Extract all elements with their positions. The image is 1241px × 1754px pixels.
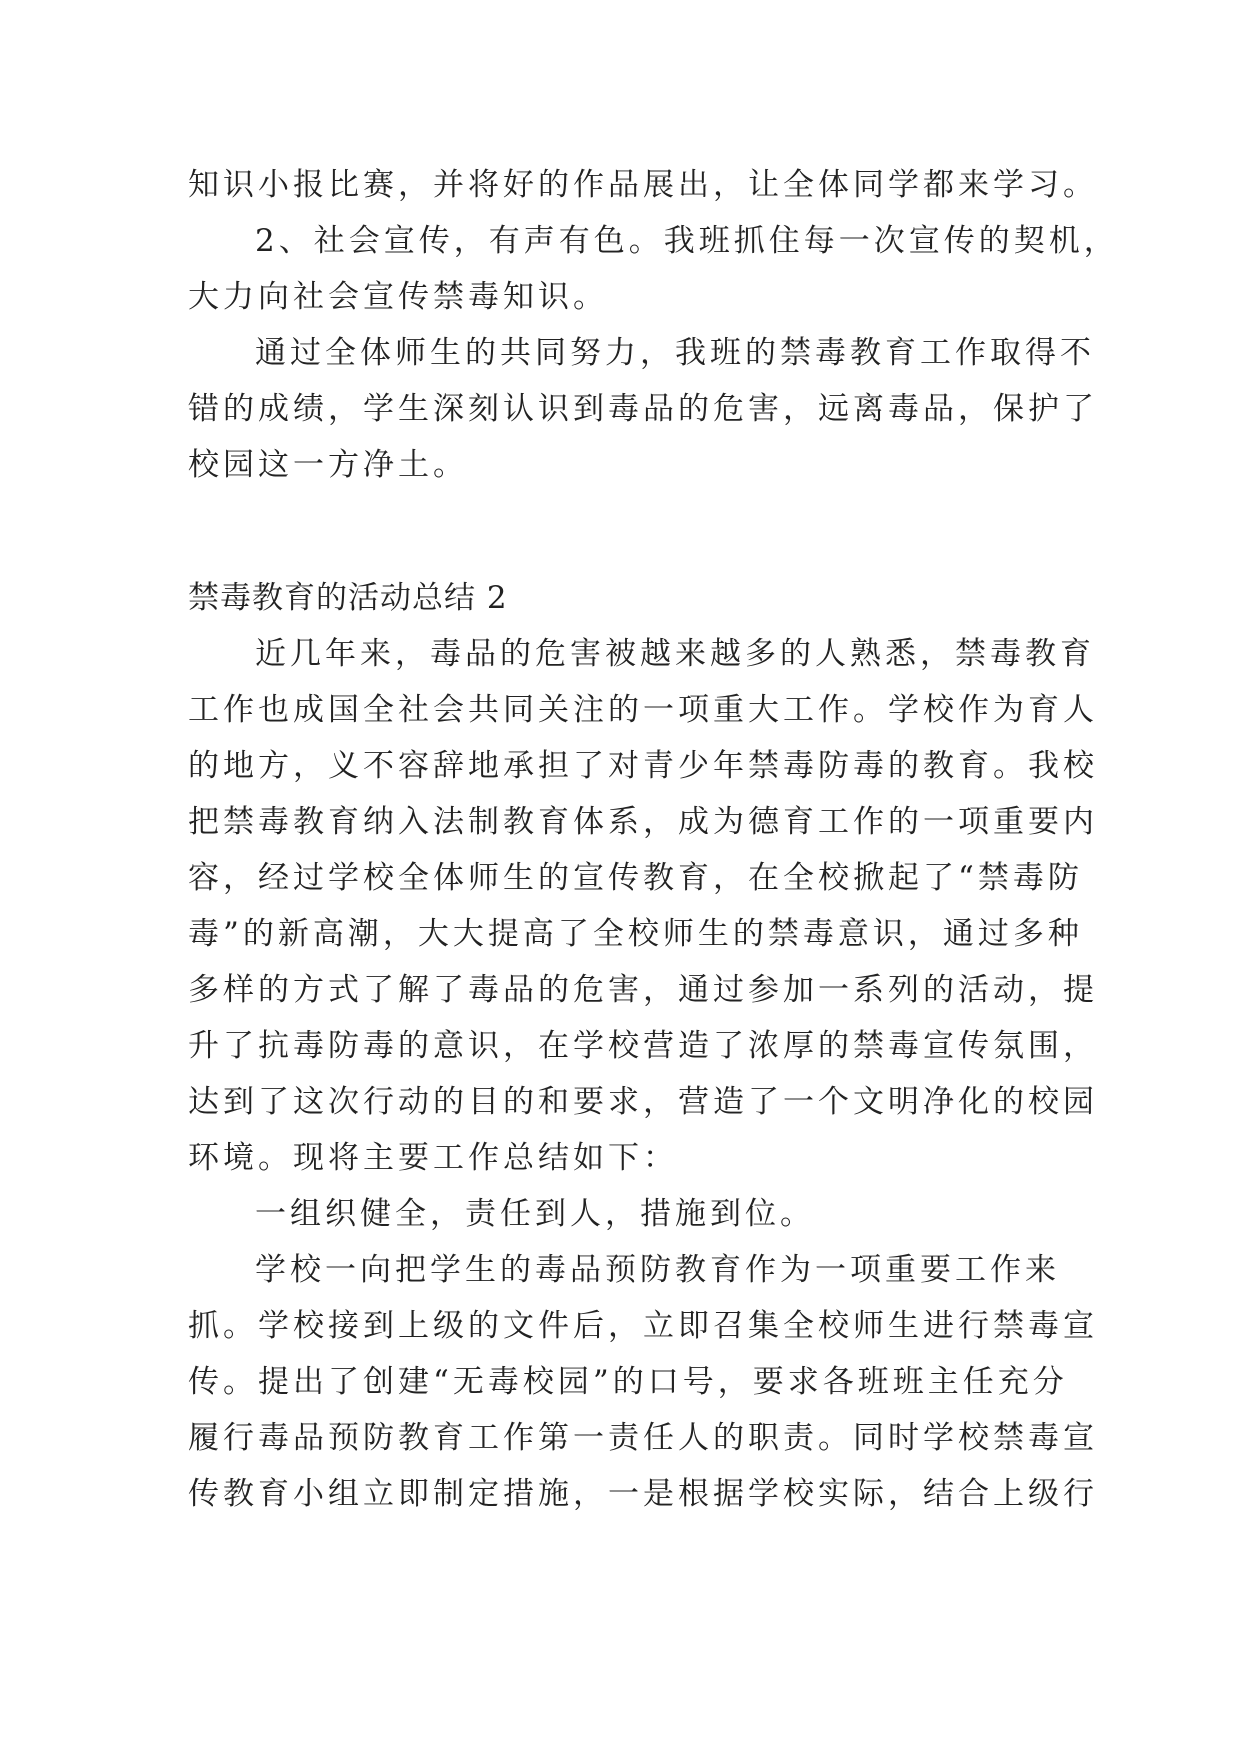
paragraph-line: 错的成绩，学生深刻认识到毒品的危害，远离毒品，保护了: [188, 391, 1098, 427]
paragraph-line: 抓。学校接到上级的文件后，立即召集全校师生进行禁毒宣: [188, 1308, 1098, 1344]
paragraph-line: 把禁毒教育纳入法制教育体系，成为德育工作的一项重要内: [188, 804, 1098, 840]
paragraph-line: 校园这一方净土。: [188, 447, 468, 483]
section-heading: 禁毒教育的活动总结 2: [188, 580, 508, 616]
paragraph-line: 一组织健全，责任到人，措施到位。: [255, 1196, 815, 1232]
paragraph-line: 毒”的新高潮，大大提高了全校师生的禁毒意识，通过多种: [188, 916, 1083, 952]
paragraph-line: 通过全体师生的共同努力，我班的禁毒教育工作取得不: [255, 335, 1095, 371]
paragraph-line: 2、社会宣传，有声有色。我班抓住每一次宣传的契机，: [255, 223, 1119, 259]
document-body: [188, 157, 1119, 1522]
paragraph-line: 达到了这次行动的目的和要求，营造了一个文明净化的校园: [188, 1084, 1098, 1120]
paragraph-line: 近几年来，毒品的危害被越来越多的人熟悉，禁毒教育: [255, 636, 1095, 672]
paragraph-line: 升了抗毒防毒的意识，在学校营造了浓厚的禁毒宣传氛围，: [188, 1028, 1098, 1064]
paragraph-line: 环境。现将主要工作总结如下：: [188, 1140, 678, 1176]
paragraph-line: 履行毒品预防教育工作第一责任人的职责。同时学校禁毒宣: [188, 1420, 1098, 1456]
paragraph-line: 多样的方式了解了毒品的危害，通过参加一系列的活动，提: [188, 972, 1098, 1008]
paragraph-line: 大力向社会宣传禁毒知识。: [188, 279, 608, 315]
paragraph-line: 传教育小组立即制定措施，一是根据学校实际，结合上级行: [188, 1476, 1098, 1512]
paragraph-line: 学校一向把学生的毒品预防教育作为一项重要工作来: [255, 1252, 1060, 1288]
paragraph-line: 容，经过学校全体师生的宣传教育，在全校掀起了“禁毒防: [188, 860, 1083, 896]
paragraph-line: 传。提出了创建“无毒校园”的口号，要求各班班主任充分: [188, 1364, 1068, 1400]
paragraph-line: 的地方，义不容辞地承担了对青少年禁毒防毒的教育。我校: [188, 748, 1098, 784]
paragraph-line: 知识小报比赛，并将好的作品展出，让全体同学都来学习。: [188, 167, 1098, 203]
paragraph-line: 工作也成国全社会共同关注的一项重大工作。学校作为育人: [188, 692, 1098, 728]
section-spacer: [188, 493, 1058, 570]
